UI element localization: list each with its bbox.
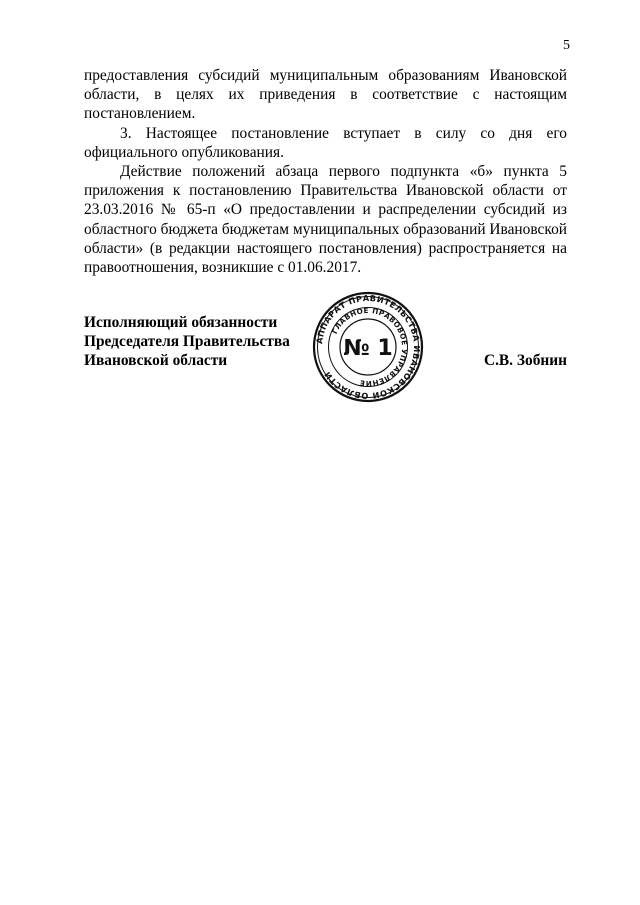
seal-outer-text: АППАРАТ ПРАВИТЕЛЬСТВА ИВАНОВСКОЙ ОБЛАСТИ xyxy=(314,292,423,402)
signatory-name: С.В. Зобнин xyxy=(483,352,567,369)
signatory-position-line: Исполняющий обязанности xyxy=(84,314,278,331)
document-body xyxy=(84,66,567,277)
seal-number: № 1 xyxy=(343,336,393,361)
signatory-position xyxy=(84,313,290,371)
signature-block xyxy=(84,292,567,423)
paragraph-continuation: предоставления субсидий муниципальным образованиям Ивановской области, в целях их приведения в соответствие с настоящим постановлением. xyxy=(84,67,567,123)
signatory-position-line: Ивановской области xyxy=(84,352,228,370)
paragraph-effect: Действие положений абзаца первого подпункта «б» пункта 5 приложения к постановлению Правительства Ивановской области от 23.03.2016 № 65-п «О предоставлении и распределении субсидий из областного бюджета бюджетам муниципальных образований Ивановской области» (в редакции настоящего постановления) распространяется на правоотношения, возникшие с 01.06.2017. xyxy=(84,163,567,277)
page-number: 5 xyxy=(563,38,570,53)
signatory-position-line: Председателя Правительства xyxy=(84,333,290,351)
official-seal xyxy=(312,291,424,403)
seal-inner-text: ГЛАВНОЕ ПРАВОВОЕ УПРАВЛЕНИЕ xyxy=(329,305,410,389)
paragraph-item-3: 3. Настоящее постановление вступает в силу со дня его официального опубликования. xyxy=(84,124,567,161)
